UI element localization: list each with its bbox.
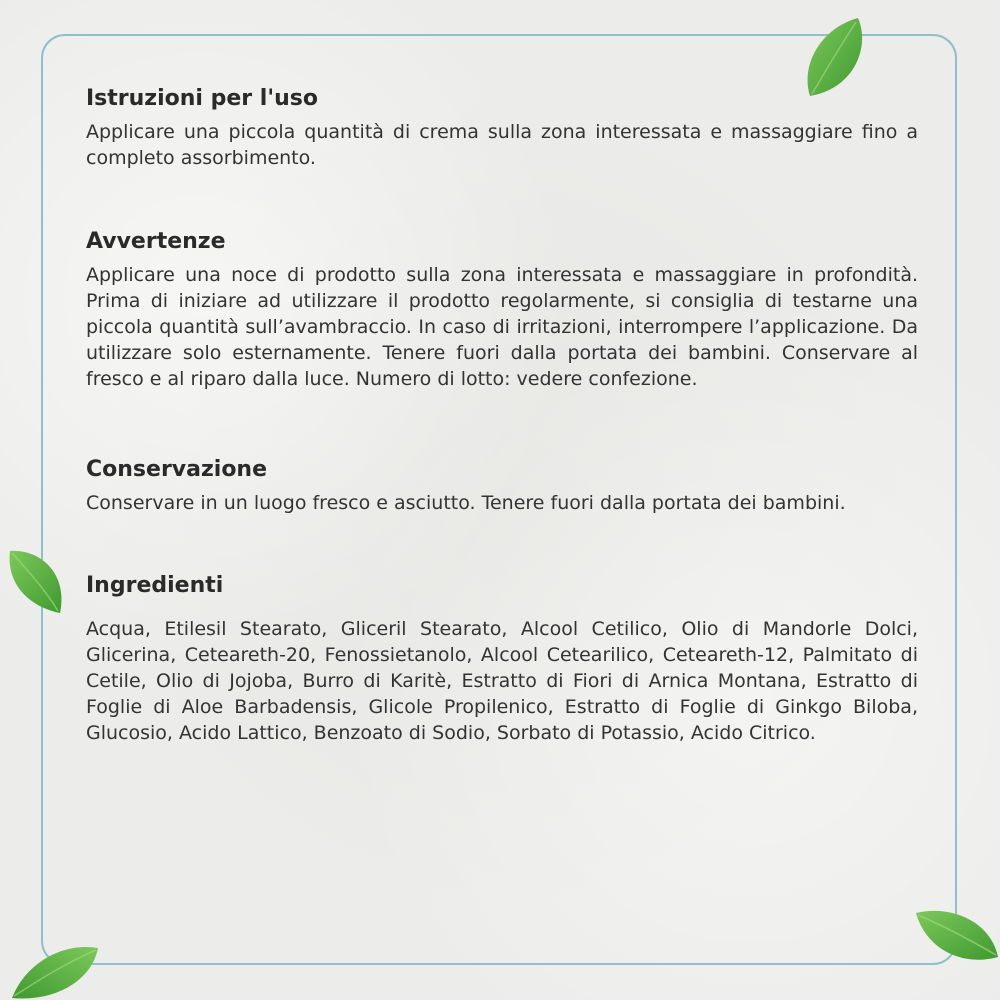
usage-text: Applicare una piccola quantità di crema sulla zona interessata e massaggiare fino a completo assorbimento. <box>86 121 918 169</box>
warnings-section <box>86 229 918 392</box>
leaf-icon <box>2 545 72 620</box>
leaf-icon <box>912 905 1000 970</box>
ingredients-section <box>86 573 918 746</box>
ingredients-text: Acqua, Etilesil Stearato, Gliceril Stearato, Alcool Cetilico, Olio di Mandorle Dolci, Glicerina, Ceteareth-20, Fenossietanolo, Alcool Cetearilico, Ceteareth-12, Palmitato di Cetile, Olio di Jojoba, Burro di Karitè, Estratto di Fiori di Arnica Montana, Estratto di Foglie di Aloe Barbadensis, Glicole Propilenico, Estratto di Foglie di Ginkgo Biloba, Glucosio, Acido Lattico, Benzoato di Sodio, Sorbato di Potassio, Acido Citrico. <box>86 618 918 744</box>
storage-text: Conservare in un luogo fresco e asciutto. Tenere fuori dalla portata dei bambini. <box>86 492 846 514</box>
leaf-icon <box>8 938 103 1000</box>
ingredients-title: Ingredienti <box>86 573 224 598</box>
warnings-text: Applicare una noce di prodotto sulla zona interessata e massaggiare in profondità. Prima di iniziare ad utilizzare il prodotto regolarmente, si consiglia di testarne una piccola quantità sull’avambraccio. In caso di irritazioni, interrompere l’applicazione. Da utilizzare solo esternamente. Tenere fuori dalla portata dei bambini. Conservare al fresco e al riparo dalla luce. Numero di lotto: vedere confezione. <box>86 264 918 390</box>
usage-section <box>86 86 918 171</box>
storage-title: Conservazione <box>86 457 268 482</box>
warnings-title: Avvertenze <box>86 229 226 254</box>
usage-title: Istruzioni per l'uso <box>86 86 318 111</box>
storage-section <box>86 457 918 516</box>
leaf-icon <box>796 10 876 105</box>
